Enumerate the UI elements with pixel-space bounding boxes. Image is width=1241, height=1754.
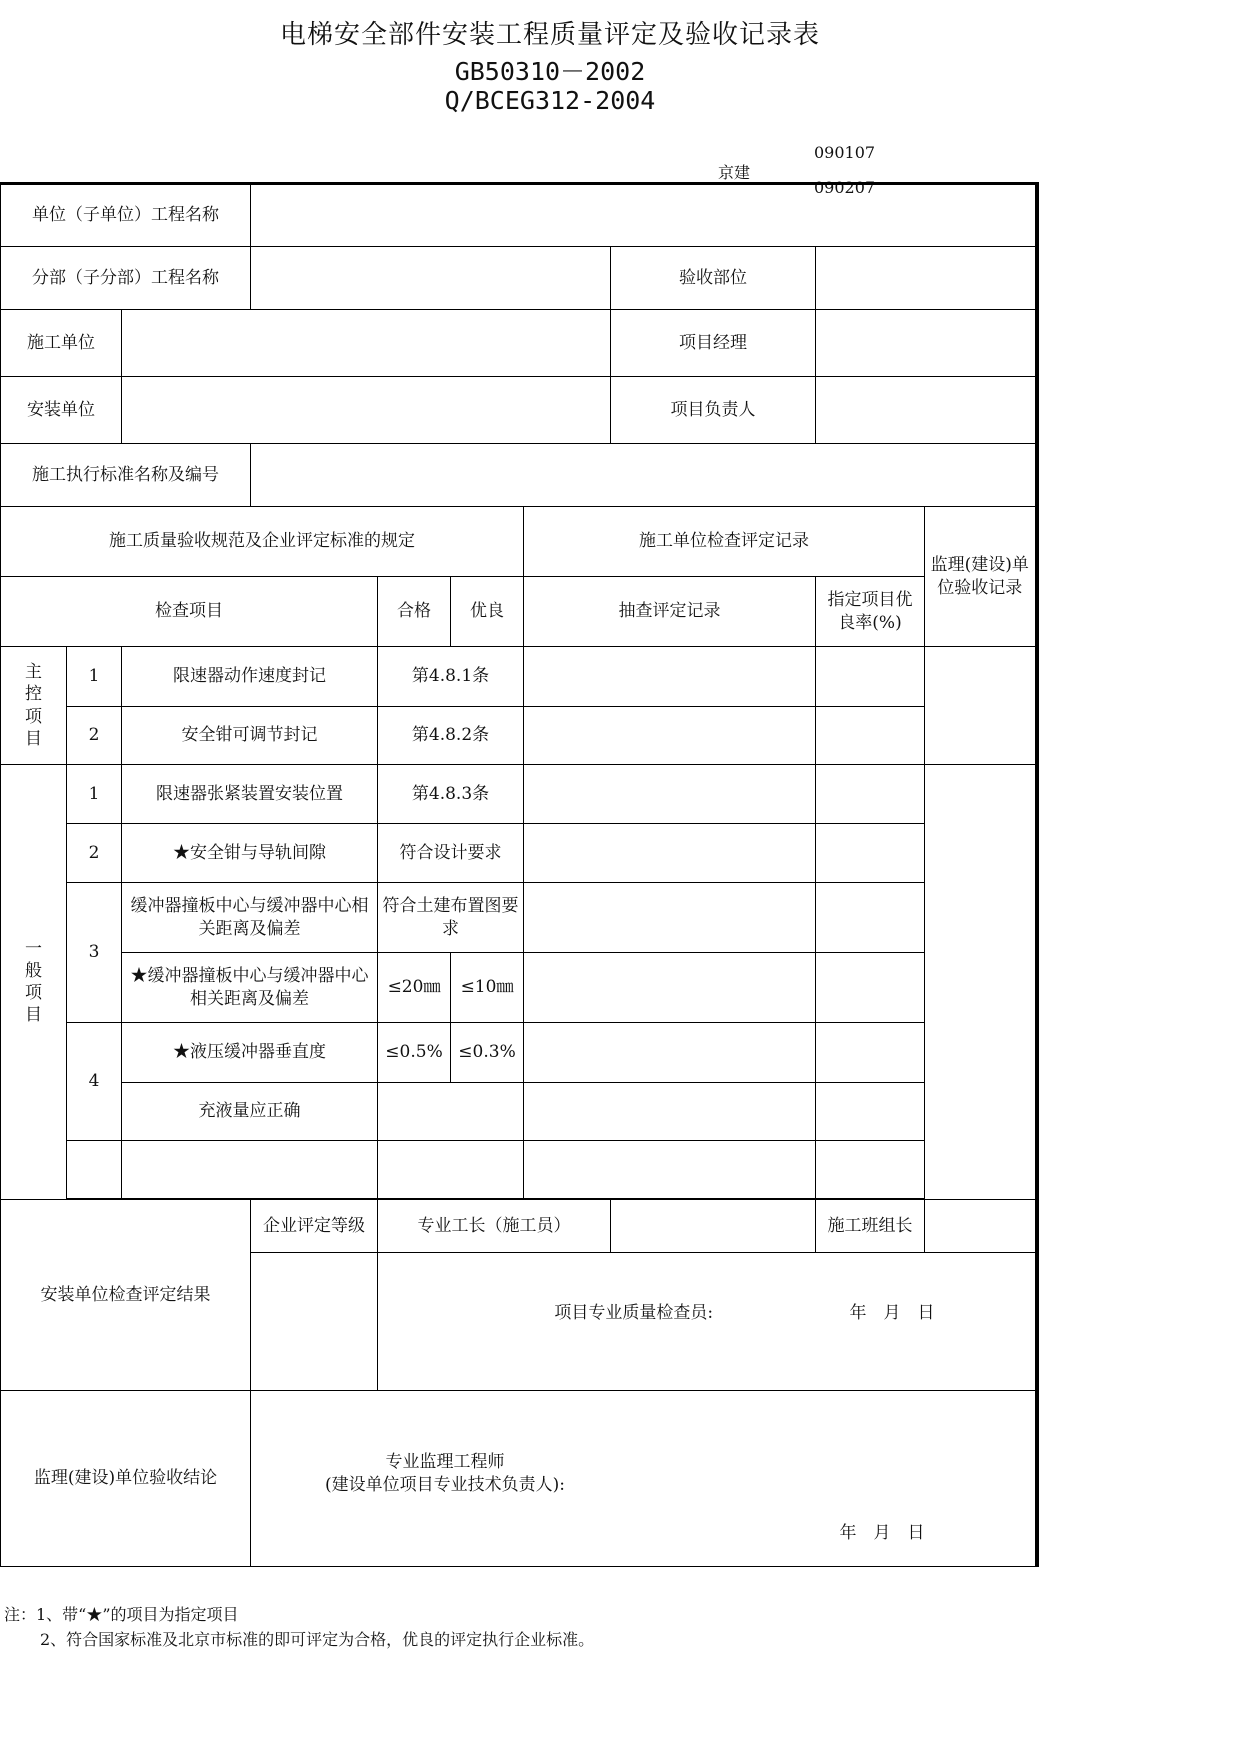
general-item-row-blank: [1, 1141, 1037, 1199]
item-name: ★缓冲器撞板中心与缓冲器中心相关距离及偏差: [122, 953, 378, 1023]
item-name: 缓冲器撞板中心与缓冲器中心相关距离及偏差: [122, 883, 378, 953]
excellent-rate-cell[interactable]: [816, 647, 925, 707]
item-excellent-value: ≤0.3%: [451, 1023, 524, 1083]
general-item-row: [1, 824, 1037, 883]
standard-name-field[interactable]: [251, 444, 1037, 507]
item-number: 1: [67, 765, 122, 824]
item-standard-blank[interactable]: [378, 1141, 524, 1199]
general-item-row: [1, 953, 1037, 1023]
sampling-record-cell[interactable]: [524, 953, 816, 1023]
construction-unit-field[interactable]: [122, 310, 611, 377]
item-standard: 第4.8.1条: [378, 647, 524, 707]
unit-project-field[interactable]: [251, 184, 1037, 247]
item-standard: 符合设计要求: [378, 824, 524, 883]
qualified-header: 合格: [378, 577, 451, 647]
item-number: 4: [67, 1023, 122, 1141]
excellent-rate-cell[interactable]: [816, 1083, 925, 1141]
engineer-signature-area: [251, 1391, 1037, 1567]
excellent-rate-cell[interactable]: [816, 883, 925, 953]
project-leader-label: 项目负责人: [611, 377, 816, 444]
acceptance-part-field[interactable]: [816, 247, 1037, 310]
division-project-label: 分部（子分部）工程名称: [1, 247, 251, 310]
row-result-signatures: [1, 1200, 1037, 1253]
standard-code-national: GB50310－2002: [454, 57, 646, 86]
excellent-rate-cell[interactable]: [816, 824, 925, 883]
acceptance-record-table: [0, 182, 1039, 1567]
project-manager-label: 项目经理: [611, 310, 816, 377]
item-number: 2: [67, 707, 122, 765]
engineer-label-line1: 专业监理工程师: [385, 1452, 505, 1473]
row-column-headers: [1, 577, 1037, 647]
note-line-2: 2、符合国家标准及北京市标准的即可评定为合格，优良的评定执行企业标准。: [40, 1630, 595, 1649]
sampling-record-cell[interactable]: [524, 1023, 816, 1083]
sampling-record-cell[interactable]: [524, 824, 816, 883]
row-conclusion: [1, 1391, 1037, 1567]
main-item-row: [1, 647, 1037, 707]
conclusion-label: 监理(建设)单位验收结论: [1, 1391, 251, 1567]
form-code-1: 090107: [814, 143, 876, 162]
general-items-group-label: [1, 765, 67, 1200]
supervision-record-cell[interactable]: [925, 647, 1037, 765]
general-item-row: [1, 765, 1037, 824]
general-items-group-text: 一般项目: [25, 938, 42, 1026]
inspector-signature-area: [378, 1253, 1037, 1391]
inspector-label: 项目专业质量检查员:: [554, 1303, 714, 1324]
general-item-row: [1, 883, 1037, 953]
engineer-label-line2: (建设单位项目专业技术负责人):: [325, 1474, 566, 1495]
excellent-rate-cell[interactable]: [816, 765, 925, 824]
note-line-1: 注：1、带“★”的项目为指定项目: [4, 1605, 239, 1624]
form-title: 电梯安全部件安装工程质量评定及验收记录表: [279, 20, 820, 50]
check-item-header: 检查项目: [1, 577, 378, 647]
supervision-header: 监理(建设)单位验收记录: [925, 507, 1037, 647]
item-number: 1: [67, 647, 122, 707]
item-qualified-value: ≤20㎜: [378, 953, 451, 1023]
construction-unit-label: 施工单位: [1, 310, 122, 377]
code-prefix: 京建: [718, 163, 751, 182]
item-name: ★液压缓冲器垂直度: [122, 1023, 378, 1083]
item-standard-cell[interactable]: [378, 1083, 524, 1141]
item-number: 3: [67, 883, 122, 1023]
excellent-rate-cell[interactable]: [816, 953, 925, 1023]
main-items-group-label: [1, 647, 67, 765]
supervision-record-cell[interactable]: [925, 765, 1037, 1200]
result-date: 年 月 日: [849, 1303, 935, 1324]
sampling-record-cell[interactable]: [524, 1141, 816, 1199]
excellent-rate-cell[interactable]: [816, 1023, 925, 1083]
row-standard-name: [1, 444, 1037, 507]
row-division-project: [1, 247, 1037, 310]
sampling-record-cell[interactable]: [524, 647, 816, 707]
excellent-header: 优良: [451, 577, 524, 647]
item-number: 2: [67, 824, 122, 883]
sampling-record-cell[interactable]: [524, 883, 816, 953]
grade-field[interactable]: [251, 1253, 378, 1391]
row-section-headers: [1, 507, 1037, 577]
result-label: 安装单位检查评定结果: [1, 1200, 251, 1391]
item-standard: 第4.8.2条: [378, 707, 524, 765]
conclusion-date: 年 月 日: [839, 1522, 925, 1543]
project-leader-field[interactable]: [816, 377, 1037, 444]
form-code-2: 090207: [814, 178, 876, 197]
acceptance-part-label: 验收部位: [611, 247, 816, 310]
excellent-rate-cell[interactable]: [816, 707, 925, 765]
sampling-record-cell[interactable]: [524, 1083, 816, 1141]
project-manager-field[interactable]: [816, 310, 1037, 377]
item-name: 限速器动作速度封记: [122, 647, 378, 707]
grade-label: 企业评定等级: [251, 1200, 378, 1253]
general-item-row: [1, 1023, 1037, 1083]
row-installation-unit: [1, 377, 1037, 444]
item-name-blank[interactable]: [122, 1141, 378, 1199]
installation-unit-label: 安装单位: [1, 377, 122, 444]
team-leader-field[interactable]: [925, 1200, 1037, 1253]
item-name: 充液量应正确: [122, 1083, 378, 1141]
sampling-record-header: 抽查评定记录: [524, 577, 816, 647]
spec-header: 施工质量验收规范及企业评定标准的规定: [1, 507, 524, 577]
item-name: 限速器张紧装置安装位置: [122, 765, 378, 824]
sampling-record-cell[interactable]: [524, 707, 816, 765]
main-item-row: [1, 707, 1037, 765]
row-construction-unit: [1, 310, 1037, 377]
division-project-field[interactable]: [251, 247, 611, 310]
standard-name-label: 施工执行标准名称及编号: [1, 444, 251, 507]
foreman-label: 专业工长（施工员）: [378, 1200, 611, 1253]
engineer-label: [295, 1451, 595, 1495]
item-standard: 符合土建布置图要求: [378, 883, 524, 953]
excellent-rate-header: 指定项目优良率(%): [816, 577, 925, 647]
item-qualified-value: ≤0.5%: [378, 1023, 451, 1083]
sampling-record-cell[interactable]: [524, 765, 816, 824]
excellent-rate-cell[interactable]: [816, 1141, 925, 1199]
row-unit-project: [1, 184, 1037, 247]
item-excellent-value: ≤10㎜: [451, 953, 524, 1023]
main-items-group-text: 主控项目: [25, 662, 42, 749]
check-record-header: 施工单位检查评定记录: [524, 507, 925, 577]
installation-unit-field[interactable]: [122, 377, 611, 444]
general-item-row: [1, 1083, 1037, 1141]
unit-project-label: 单位（子单位）工程名称: [1, 184, 251, 247]
item-name: ★安全钳与导轨间隙: [122, 824, 378, 883]
item-number-blank[interactable]: [67, 1141, 122, 1199]
foreman-field[interactable]: [611, 1200, 816, 1253]
team-leader-label: 施工班组长: [816, 1200, 925, 1253]
item-name: 安全钳可调节封记: [122, 707, 378, 765]
standard-code-enterprise: Q/BCEG312-2004: [444, 86, 656, 115]
item-standard: 第4.8.3条: [378, 765, 524, 824]
